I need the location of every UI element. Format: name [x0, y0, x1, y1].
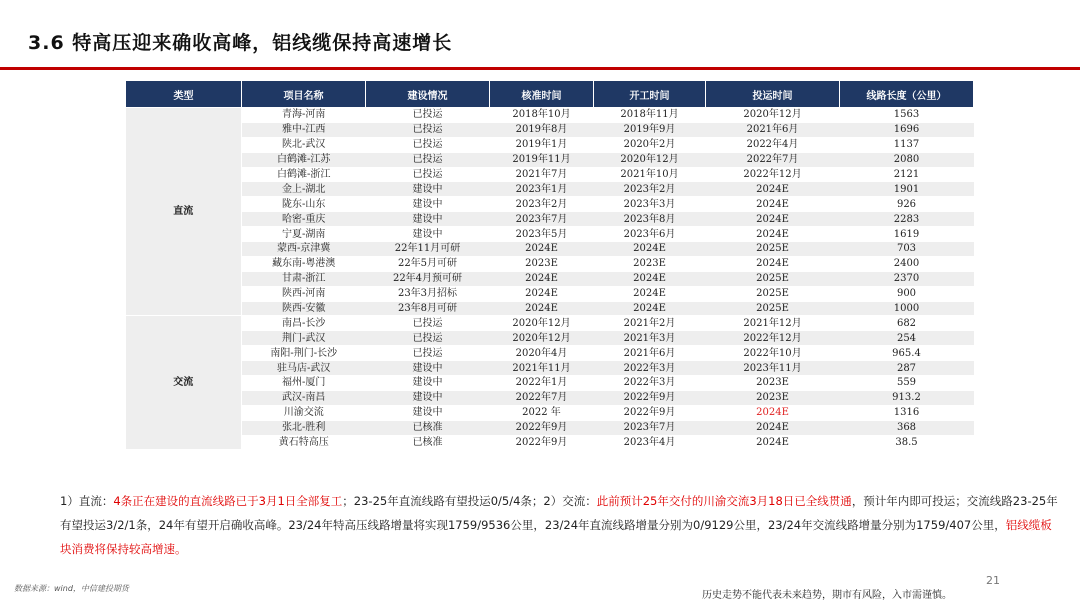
table-cell: 2021年12月: [706, 316, 840, 331]
table-cell: 2019年9月: [594, 122, 706, 137]
table-cell: 2023年3月: [594, 197, 706, 212]
table-cell: 南阳-荆门-长沙: [242, 346, 366, 361]
table-cell: 2018年11月: [594, 108, 706, 123]
table-cell: 2023年8月: [594, 212, 706, 227]
table-row: [126, 286, 974, 301]
table-cell: 2020年4月: [490, 346, 594, 361]
table-cell: 2023年2月: [594, 182, 706, 197]
table-cell: 682: [840, 316, 974, 331]
table-cell: 2025E: [706, 286, 840, 301]
table-cell: 2400: [840, 256, 974, 271]
table-cell: 2019年11月: [490, 152, 594, 167]
table-cell: 建设中: [366, 212, 490, 227]
title-divider: [0, 67, 1080, 70]
table-cell: 建设中: [366, 405, 490, 420]
column-header: 建设情况: [366, 81, 490, 108]
column-header: 核准时间: [490, 81, 594, 108]
column-header: 类型: [126, 81, 242, 108]
table-cell: 2023年1月: [490, 182, 594, 197]
table-cell: 川渝交流: [242, 405, 366, 420]
table-cell: 2020年12月: [706, 108, 840, 123]
note-text: 1）直流：: [60, 494, 114, 508]
table-cell: 张北-胜利: [242, 420, 366, 435]
table-cell: 926: [840, 197, 974, 212]
type-cell: 交流: [126, 316, 242, 450]
table-cell: 2024E: [594, 286, 706, 301]
table-row: [126, 420, 974, 435]
table-cell: 青海-河南: [242, 108, 366, 123]
table-cell: 2021年6月: [706, 122, 840, 137]
table-cell: 已投运: [366, 346, 490, 361]
table-cell: 1137: [840, 137, 974, 152]
table-cell: 22年4月预可研: [366, 271, 490, 286]
table-cell: 2022年4月: [706, 137, 840, 152]
table-cell: 已核准: [366, 435, 490, 450]
table-cell: 2021年6月: [594, 346, 706, 361]
table-header-row: [126, 81, 974, 108]
uhv-projects-table: [125, 80, 974, 450]
table-cell: 2022年9月: [490, 435, 594, 450]
table-row: [126, 197, 974, 212]
table-cell: 2023E: [490, 256, 594, 271]
table-cell: 陇东-山东: [242, 197, 366, 212]
table-cell: 287: [840, 361, 974, 376]
table-cell: 已投运: [366, 316, 490, 331]
table-row: [126, 167, 974, 182]
note-highlight: 此前预计25年交付的川渝交流3月18日已全线贯通: [596, 494, 852, 508]
table-cell: 2024E: [594, 271, 706, 286]
table-cell: 2021年7月: [490, 167, 594, 182]
table-cell: 驻马店-武汉: [242, 361, 366, 376]
table-cell: 2022年7月: [706, 152, 840, 167]
table-cell: 2023年5月: [490, 227, 594, 242]
note-highlight: 铝线缆板块消费将保持较高增速。: [60, 518, 1052, 556]
table-cell: 2024E: [706, 197, 840, 212]
data-source: 数据来源：wind，中信建投期货: [14, 584, 129, 593]
table-cell: 建设中: [366, 197, 490, 212]
table-cell: 2023年4月: [594, 435, 706, 450]
table-cell: 2024E: [706, 227, 840, 242]
table-cell: 已投运: [366, 108, 490, 123]
table-cell: 23年8月可研: [366, 301, 490, 316]
table-cell: 2080: [840, 152, 974, 167]
table-cell: 1000: [840, 301, 974, 316]
table-row: [126, 152, 974, 167]
table-row: [126, 122, 974, 137]
table-cell: 2022 年: [490, 405, 594, 420]
table-cell: 1696: [840, 122, 974, 137]
table-cell: 福州-厦门: [242, 376, 366, 391]
table-cell: 2019年8月: [490, 122, 594, 137]
table-row: [126, 435, 974, 450]
table-cell: 2023年6月: [594, 227, 706, 242]
table-cell: 2283: [840, 212, 974, 227]
table-cell: 2024E: [706, 420, 840, 435]
table-cell: 宁夏-湖南: [242, 227, 366, 242]
table-cell: 南昌-长沙: [242, 316, 366, 331]
table-cell: 2022年7月: [490, 390, 594, 405]
table-cell: 559: [840, 376, 974, 391]
table-row: [126, 390, 974, 405]
table-cell: 建设中: [366, 361, 490, 376]
table-cell: 965.4: [840, 346, 974, 361]
table-cell: 2022年9月: [594, 405, 706, 420]
table-cell: 2023E: [706, 390, 840, 405]
table-cell: 2018年10月: [490, 108, 594, 123]
table-cell: 2022年12月: [706, 331, 840, 346]
note-highlight: 4条正在建设的直流线路已于3月1日全部复工: [113, 494, 343, 508]
column-header: 开工时间: [594, 81, 706, 108]
table-row: [126, 376, 974, 391]
table-cell: 2023年7月: [594, 420, 706, 435]
table-row: [126, 331, 974, 346]
table-cell: 22年11月可研: [366, 242, 490, 257]
table-cell: 38.5: [840, 435, 974, 450]
column-header: 项目名称: [242, 81, 366, 108]
table-cell: 2020年12月: [490, 331, 594, 346]
table-cell: 254: [840, 331, 974, 346]
table-cell: 2024E: [594, 242, 706, 257]
page-number: 21: [986, 574, 1000, 587]
table-cell: 已投运: [366, 167, 490, 182]
table-cell: 2022年1月: [490, 376, 594, 391]
table-row: [126, 301, 974, 316]
table-cell: 蒙西-京津冀: [242, 242, 366, 257]
column-header: 线路长度（公里）: [840, 81, 974, 108]
table-row: [126, 108, 974, 123]
table-cell: 武汉-南昌: [242, 390, 366, 405]
table-cell: 雅中-江西: [242, 122, 366, 137]
table-cell: 2023E: [706, 376, 840, 391]
table-cell: 2020年12月: [594, 152, 706, 167]
table-cell: 已投运: [366, 122, 490, 137]
table-cell: 2023E: [594, 256, 706, 271]
table-cell: 2024E: [706, 435, 840, 450]
table-cell: 2024E: [490, 242, 594, 257]
table-cell: 2024E: [706, 405, 840, 420]
table-cell: 2024E: [706, 256, 840, 271]
note-text: ，预计年内即可投运；交流线路23-25年有望投运3/2/1条，24年有望开启确收高峰。23/24年特高压线路增量将实现1759/9536公里，23/24年直流线路增量分别为0/9129公里，23/24年交流线路增量分别为1759/407公里，: [60, 494, 1058, 532]
table-cell: 2023年7月: [490, 212, 594, 227]
table-cell: 900: [840, 286, 974, 301]
table-cell: 藏东南-粤港澳: [242, 256, 366, 271]
table-cell: 2019年1月: [490, 137, 594, 152]
table-cell: 2024E: [490, 301, 594, 316]
type-cell: 直流: [126, 108, 242, 316]
table-cell: 2022年3月: [594, 361, 706, 376]
table-cell: 2021年2月: [594, 316, 706, 331]
table-cell: 陕西-河南: [242, 286, 366, 301]
table-cell: 2020年12月: [490, 316, 594, 331]
column-header: 投运时间: [706, 81, 840, 108]
table-row: [126, 256, 974, 271]
table-row: [126, 361, 974, 376]
table-cell: 哈密-重庆: [242, 212, 366, 227]
table-cell: 已投运: [366, 137, 490, 152]
table-cell: 黄石特高压: [242, 435, 366, 450]
table-cell: 已投运: [366, 331, 490, 346]
footnote: [60, 489, 1060, 561]
table-cell: 白鹤滩-浙江: [242, 167, 366, 182]
table-row: [126, 137, 974, 152]
table-cell: 2022年12月: [706, 167, 840, 182]
table-cell: 甘肃-浙江: [242, 271, 366, 286]
table-cell: 23年3月招标: [366, 286, 490, 301]
table-cell: 913.2: [840, 390, 974, 405]
table-cell: 22年5月可研: [366, 256, 490, 271]
note-text: ；23-25年直流线路有望投运0/5/4条；2）交流：: [342, 494, 597, 508]
table-cell: 已核准: [366, 420, 490, 435]
table-cell: 1619: [840, 227, 974, 242]
table-cell: 1901: [840, 182, 974, 197]
table-cell: 已投运: [366, 152, 490, 167]
table-cell: 建设中: [366, 182, 490, 197]
table-row: [126, 242, 974, 257]
table-cell: 2025E: [706, 271, 840, 286]
table-cell: 2022年9月: [490, 420, 594, 435]
table-cell: 2021年11月: [490, 361, 594, 376]
table-row: [126, 182, 974, 197]
page-title: 3.6 特高压迎来确收高峰，铝线缆保持高速增长: [28, 32, 453, 54]
disclaimer: 历史走势不能代表未来趋势，期市有风险，入市需谨慎。: [702, 590, 952, 601]
table-cell: 368: [840, 420, 974, 435]
table-row: [126, 316, 974, 331]
table-cell: 陕北-武汉: [242, 137, 366, 152]
table-cell: 2021年10月: [594, 167, 706, 182]
table-cell: 白鹤滩-江苏: [242, 152, 366, 167]
table-cell: 2022年9月: [594, 390, 706, 405]
table-cell: 陕西-安徽: [242, 301, 366, 316]
table-cell: 1563: [840, 108, 974, 123]
table-cell: 1316: [840, 405, 974, 420]
table-cell: 703: [840, 242, 974, 257]
table-row: [126, 405, 974, 420]
table-cell: 建设中: [366, 227, 490, 242]
table-row: [126, 227, 974, 242]
table-cell: 建设中: [366, 390, 490, 405]
table-cell: 2022年3月: [594, 376, 706, 391]
table-cell: 荆门-武汉: [242, 331, 366, 346]
table-body: [126, 108, 974, 450]
table-cell: 2024E: [594, 301, 706, 316]
table-row: [126, 271, 974, 286]
table-cell: 2024E: [490, 271, 594, 286]
table-cell: 2020年2月: [594, 137, 706, 152]
table-cell: 2024E: [706, 212, 840, 227]
table-row: [126, 212, 974, 227]
table-cell: 金上-湖北: [242, 182, 366, 197]
table-cell: 2022年10月: [706, 346, 840, 361]
table-cell: 2121: [840, 167, 974, 182]
table-row: [126, 346, 974, 361]
table-cell: 2025E: [706, 301, 840, 316]
table-cell: 建设中: [366, 376, 490, 391]
table-cell: 2021年3月: [594, 331, 706, 346]
table-cell: 2023年11月: [706, 361, 840, 376]
table-cell: 2025E: [706, 242, 840, 257]
table-cell: 2370: [840, 271, 974, 286]
table-cell: 2023年2月: [490, 197, 594, 212]
table-cell: 2024E: [706, 182, 840, 197]
table-cell: 2024E: [490, 286, 594, 301]
